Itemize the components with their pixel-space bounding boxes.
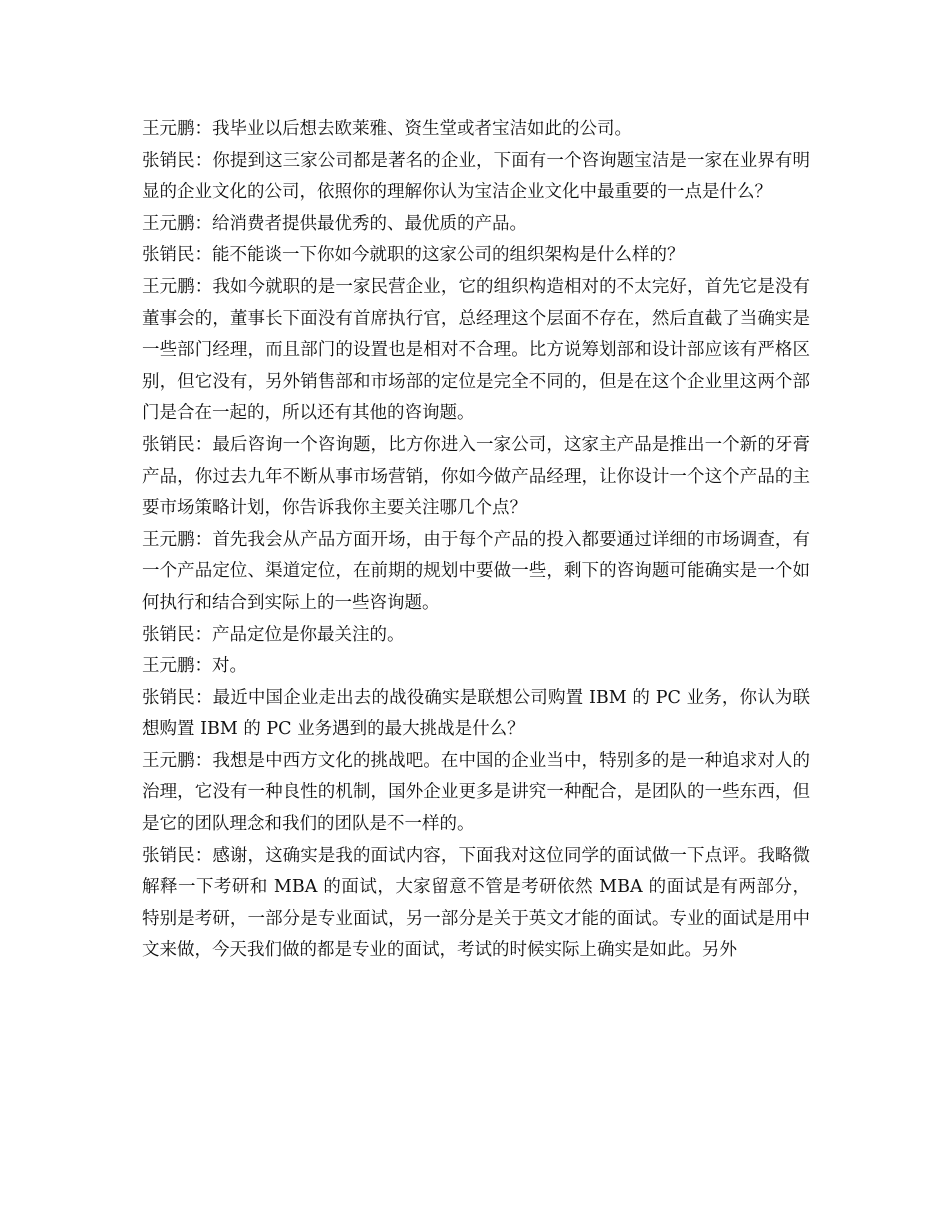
paragraph: 王元鹏：首先我会从产品方面开场，由于每个产品的投入都要通过详细的市场调查，有一个产品定位、渠道定位，在前期的规划中要做一些，剩下的咨询题可能确实是一个如何执行和结合到实际上的一些咨询题。 <box>142 529 810 613</box>
paragraph: 王元鹏：我想是中西方文化的挑战吧。在中国的企业当中，特别多的是一种追求对人的治理，它没有一种良性的机制，国外企业更多是讲究一种配合，是团队的一些东西，但是它的团队理念和我们的团队是不一样的。 <box>142 750 810 835</box>
paragraph: 王元鹏：我毕业以后想去欧莱雅、资生堂或者宝洁如此的公司。 <box>142 119 632 139</box>
paragraph: 张销民：你提到这三家公司都是著名的企业，下面有一个咨询题宝洁是一家在业界有明显的企业文化的公司，依照你的理解你认为宝洁企业文化中最重要的一点是什么？ <box>142 150 810 203</box>
paragraph: 王元鹏：我如今就职的是一家民营企业，它的组织构造相对的不太完好，首先它是没有董事会的，董事长下面没有首席执行官，总经理这个层面不存在，然后直截了当确实是一些部门经理，而且部门的设置也是相对不合理。比方说筹划部和设计部应该有严格区别，但它没有，另外销售部和市场部的定位是完全不同的，但是在这个企业里这两个部门是合在一起的，所以还有其他的咨询题。 <box>142 276 810 424</box>
interview-transcript <box>142 114 810 967</box>
paragraph: 张销民：最后咨询一个咨询题，比方你进入一家公司，这家主产品是推出一个新的牙膏产品，你过去九年不断从事市场营销，你如今做产品经理，让你设计一个这个产品的主要市场策略计划，你告诉我你主要关注哪几个点？ <box>142 434 810 519</box>
paragraph: 王元鹏：给消费者提供最优秀的、最优质的产品。 <box>142 213 527 234</box>
paragraph: 张销民：感谢，这确实是我的面试内容，下面我对这位同学的面试做一下点评。我略微解释一下考研和 MBA 的面试，大家留意不管是考研依然 MBA 的面试是有两部分，特别是考研，一部分是专业面试，另一部分是关于英文才能的面试。专业的面试是用中文来做，今天我们做的都是专业的面试，考试的时候实际上确实是如此。另外 <box>142 845 810 961</box>
paragraph: 张销民：能不能谈一下你如今就职的这家公司的组织架构是什么样的？ <box>142 245 685 266</box>
paragraph: 张销民：最近中国企业走出去的战役确实是联想公司购置 IBM 的 PC 业务，你认为联想购置 IBM 的 PC 业务遇到的最大挑战是什么？ <box>142 687 810 740</box>
paragraph: 王元鹏：对。 <box>142 656 247 677</box>
paragraph: 张销民：产品定位是你最关注的。 <box>142 624 405 645</box>
